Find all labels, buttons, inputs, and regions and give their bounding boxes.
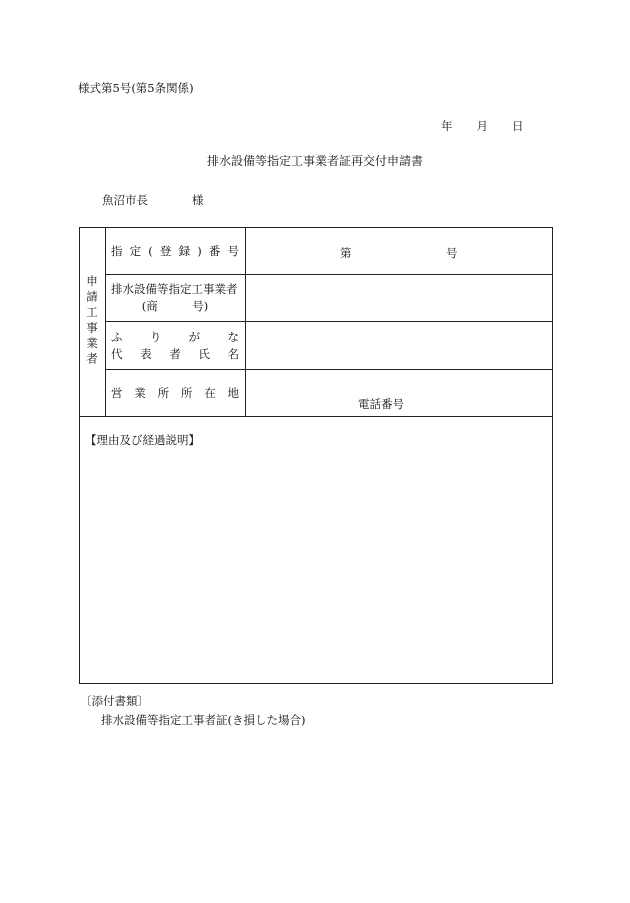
office-address-label-text-char: 営: [111, 385, 123, 400]
date-month: 月: [476, 119, 488, 133]
document-title: 排水設備等指定工事業者証再交付申請書: [206, 154, 423, 168]
furigana-label-text-char: り: [149, 329, 162, 344]
office-address-label-text-char: 所: [157, 385, 170, 400]
attachment-item: 排水設備等指定工事者証(き損した場合): [101, 713, 306, 727]
office-address-label-text-char: 在: [204, 385, 216, 400]
registration-number-label-text-char: (: [148, 243, 153, 258]
office-address-label: [106, 370, 245, 416]
representative-label-text-char: 名: [227, 346, 239, 361]
registration-number-label-text-char: 登: [159, 243, 172, 258]
furigana-label-text-char: ふ: [111, 329, 123, 344]
addressee-name: 魚沼市長: [102, 193, 148, 207]
applicant-side-label: 申請工事業者: [85, 275, 99, 368]
registration-number-label-text-char: 録: [178, 243, 191, 258]
office-address-label-text: [111, 385, 239, 402]
representative-label-text-char: 者: [169, 346, 181, 361]
registration-number-label: [106, 228, 245, 274]
registration-number-label-text-char: 号: [227, 243, 239, 258]
registration-number-label-text-char: ): [197, 243, 202, 258]
reason-divider: [79, 416, 553, 417]
registration-number-suffix: 号: [446, 246, 458, 260]
furigana-label-text-char: な: [227, 329, 239, 344]
representative-label-text-char: 代: [111, 346, 123, 361]
addressee-suffix: 様: [192, 193, 204, 207]
representative-label-text-char: 表: [140, 346, 152, 361]
form-number: 様式第5号(第5条関係): [78, 81, 194, 95]
date-line: [441, 118, 524, 134]
office-address-label-text-char: 業: [134, 385, 146, 400]
representative-name-label: [106, 322, 245, 369]
furigana-label-text-char: が: [188, 329, 201, 344]
reason-label: 【理由及び経過説明】: [85, 433, 200, 447]
phone-number-label: 電話番号: [358, 397, 404, 411]
representative-label-text-char: 氏: [198, 346, 210, 361]
office-address-label-text-char: 所: [180, 385, 193, 400]
registration-number-label-text-char: 番: [208, 243, 221, 258]
business-name-label: 排水設備等指定工事業者 (商 号): [111, 282, 238, 313]
registration-number-label-text-char: 定: [129, 243, 142, 258]
addressee: [102, 192, 204, 208]
registration-number-label-text: [111, 243, 239, 260]
registration-number-label-text-char: 指: [111, 243, 123, 258]
attachments-heading: 〔添付書類〕: [80, 694, 149, 708]
office-address-label-text-char: 地: [227, 385, 239, 400]
date-day: 日: [512, 119, 524, 133]
registration-number-prefix: 第: [340, 246, 352, 260]
furigana-label-text: [111, 329, 239, 346]
date-year: 年: [441, 119, 453, 133]
representative-label-text: [111, 346, 239, 363]
